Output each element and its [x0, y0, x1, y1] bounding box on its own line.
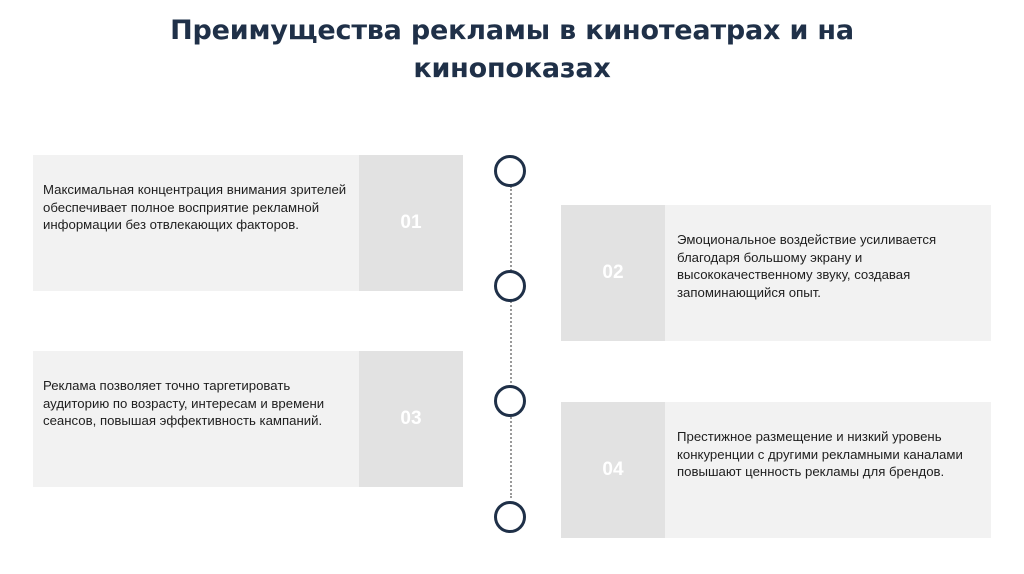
slide-title: Преимущества рекламы в кинотеатрах и на кинопоказах — [170, 15, 854, 84]
benefit-card-2 — [561, 205, 991, 341]
benefit-card-1 — [33, 155, 463, 291]
timeline-dot-4 — [494, 501, 526, 533]
benefit-text: Максимальная концентрация внимания зрителей обеспечивает полное восприятие рекламной информации без отвлекающих факторов. — [43, 182, 347, 233]
timeline-line — [510, 186, 512, 498]
benefit-card-4 — [561, 402, 991, 538]
timeline-dot-2 — [494, 270, 526, 302]
benefit-number: 02 — [561, 205, 665, 341]
benefit-number: 01 — [359, 155, 463, 291]
benefit-number: 04 — [561, 402, 665, 538]
benefit-text: Эмоциональное воздействие усиливается благодаря большому экрану и высококачественному звуку, создавая запоминающийся опыт. — [677, 232, 937, 300]
benefit-number: 03 — [359, 351, 463, 487]
benefit-text: Престижное размещение и низкий уровень конкуренции с другими рекламными каналами повышают ценность рекламы для брендов. — [677, 429, 963, 480]
benefit-card-3 — [33, 351, 463, 487]
timeline-dot-1 — [494, 155, 526, 187]
timeline-dot-3 — [494, 385, 526, 417]
benefit-text: Реклама позволяет точно таргетировать аудиторию по возрасту, интересам и времени сеансов, повышая эффективность кампаний. — [43, 378, 325, 429]
